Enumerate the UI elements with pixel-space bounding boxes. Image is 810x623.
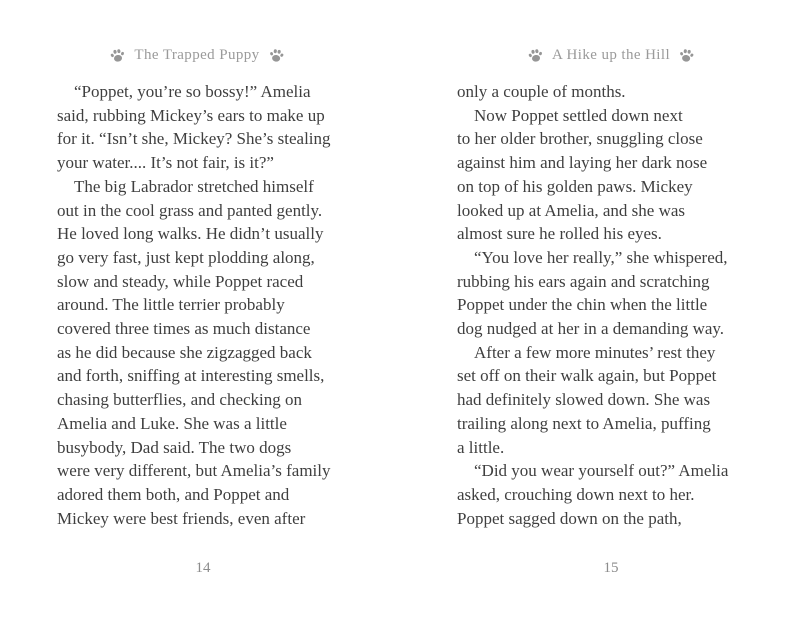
text-line: trailing along next to Amelia, puffing bbox=[457, 413, 711, 433]
chapter-header-right bbox=[443, 47, 779, 64]
text-line: and forth, sniffing at interesting smells, bbox=[57, 366, 325, 386]
page-number-right: 15 bbox=[603, 560, 619, 576]
text-line: “You love her really,” she whispered, bbox=[474, 247, 728, 267]
text-line: adored them both, and Poppet and bbox=[57, 484, 290, 504]
text-line: “Poppet, you’re so bossy!” Amelia bbox=[74, 82, 311, 101]
text-line: for it. “Isn’t she, Mickey? She’s stealing bbox=[57, 129, 331, 149]
text-line: After a few more minutes’ rest they bbox=[474, 342, 716, 362]
text-line: around. The little terrier probably bbox=[57, 295, 285, 315]
page-number-left: 14 bbox=[195, 560, 211, 576]
text-line: “Did you wear yourself out?” Amelia bbox=[474, 461, 729, 481]
text-line: set off on their walk again, but Poppet bbox=[457, 366, 717, 386]
text-line: against him and laying her dark nose bbox=[457, 153, 708, 173]
text-line: chasing butterflies, and checking on bbox=[57, 390, 303, 410]
text-line: out in the cool grass and panted gently. bbox=[57, 200, 323, 220]
text-line: He loved long walks. He didn’t usually bbox=[57, 224, 324, 244]
text-line: rubbing his ears again and scratching bbox=[457, 271, 710, 291]
chapter-title-left: The Trapped Puppy bbox=[134, 47, 260, 63]
text-line: Mickey were best friends, even after bbox=[57, 508, 306, 528]
text-line: slow and steady, while Poppet raced bbox=[57, 271, 304, 291]
text-line: go very fast, just kept plodding along, bbox=[57, 247, 315, 267]
text-line: your water.... It’s not fair, is it?” bbox=[57, 153, 274, 173]
page-right bbox=[457, 0, 793, 623]
text-line: Poppet sagged down on the path, bbox=[457, 508, 682, 528]
paw-icon bbox=[527, 47, 544, 64]
chapter-title-right: A Hike up the Hill bbox=[551, 47, 671, 63]
text-line: only a couple of months. bbox=[457, 82, 626, 101]
paw-icon bbox=[268, 47, 285, 64]
text-line: busybody, Dad said. The two dogs bbox=[57, 437, 292, 457]
text-line: as he did because she zigzagged back bbox=[57, 342, 312, 362]
text-line: looked up at Amelia, and she was bbox=[457, 200, 686, 220]
page-body-left bbox=[57, 80, 393, 530]
paw-icon bbox=[109, 47, 126, 64]
page-body-right bbox=[457, 80, 793, 530]
text-line: on top of his golden paws. Mickey bbox=[457, 176, 693, 196]
text-line: Amelia and Luke. She was a little bbox=[57, 413, 287, 433]
text-line: Now Poppet settled down next bbox=[474, 105, 683, 125]
page-left bbox=[57, 0, 393, 623]
text-line: almost sure he rolled his eyes. bbox=[457, 224, 662, 244]
paw-icon bbox=[678, 47, 695, 64]
text-line: Poppet under the chin when the little bbox=[457, 295, 708, 315]
text-line: were very different, but Amelia’s family bbox=[57, 461, 331, 481]
text-line: covered three times as much distance bbox=[57, 319, 311, 339]
text-line: a little. bbox=[457, 437, 505, 457]
text-line: The big Labrador stretched himself bbox=[74, 176, 314, 196]
chapter-header-left bbox=[29, 47, 365, 64]
text-line: to her older brother, snuggling close bbox=[457, 129, 703, 149]
text-line: asked, crouching down next to her. bbox=[457, 484, 695, 504]
text-line: had definitely slowed down. She was bbox=[457, 390, 711, 410]
text-line: dog nudged at her in a demanding way. bbox=[457, 319, 725, 339]
text-line: said, rubbing Mickey’s ears to make up bbox=[57, 105, 325, 125]
